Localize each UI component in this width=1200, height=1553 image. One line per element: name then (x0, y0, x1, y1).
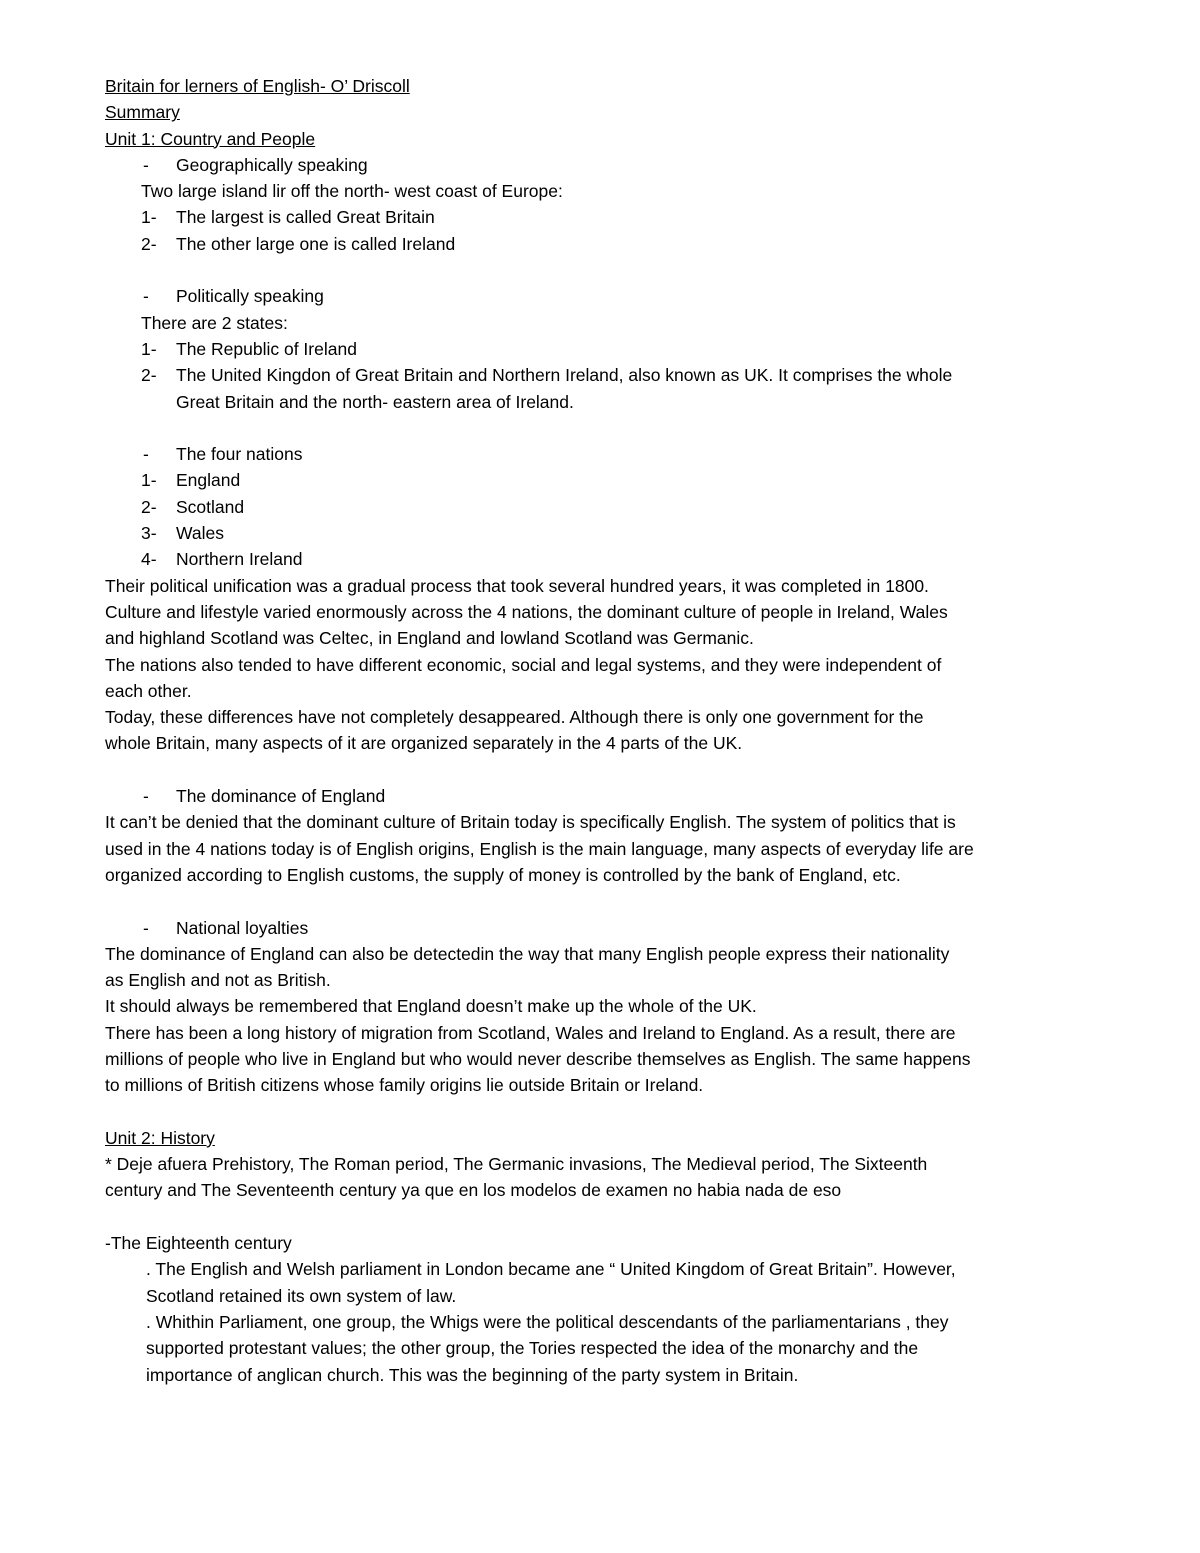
list-item-text: England (176, 470, 241, 491)
bullet-line: supported protestant values; the other group, the Tories respected the idea of the monarchy and the (146, 1338, 919, 1359)
paragraph-line: each other. (105, 680, 192, 701)
list-number: 1- (141, 207, 157, 228)
list-item (105, 546, 1095, 572)
list-item-text: Scotland (176, 496, 245, 517)
spacer (105, 415, 1095, 441)
bullet-line: . Whithin Parliament, one group, the Whigs were the political descendants of the parliamentarians , they (146, 1311, 949, 1332)
dash-marker: - (143, 917, 149, 938)
pol-intro: There are 2 states: (141, 312, 288, 333)
paragraph-line: It should always be remembered that England doesn’t make up the whole of the UK. (105, 996, 757, 1017)
dash-marker: - (143, 444, 149, 465)
paragraph-line: and highland Scotland was Celtec, in England and lowland Scotland was Germanic. (105, 628, 754, 649)
section-heading-18th-century: -The Eighteenth century (105, 1233, 292, 1254)
section-heading-nations (105, 441, 1095, 467)
list-number: 1- (141, 470, 157, 491)
list-item (105, 494, 1095, 520)
spacer (105, 257, 1095, 283)
paragraph-line: used in the 4 nations today is of English origins, English is the main language, many aspects of everyday life are (105, 838, 974, 859)
paragraph-line: millions of people who live in England but who would never describe themselves as English. The same happens (105, 1048, 971, 1069)
summary-heading: Summary (105, 102, 180, 123)
list-item-text: The United Kingdon of Great Britain and Northern Ireland, also known as UK. It comprises the whole (176, 365, 953, 386)
bullet-line: importance of anglican church. This was the beginning of the party system in Britain. (146, 1364, 799, 1385)
paragraph-line: The dominance of England can also be detectedin the way that many English people express their nationality (105, 943, 950, 964)
section-heading-loyalties (105, 915, 1095, 941)
paragraph-line: There has been a long history of migration from Scotland, Wales and Ireland to England. As a result, there are (105, 1022, 956, 1043)
section-heading-text: Geographically speaking (176, 154, 368, 175)
list-number: 1- (141, 338, 157, 359)
dash-marker: - (143, 154, 149, 175)
list-item-text: The other large one is called Ireland (176, 233, 456, 254)
paragraph-line: Their political unification was a gradual process that took several hundred years, it was completed in 1800. (105, 575, 929, 596)
list-item-text: The largest is called Great Britain (176, 207, 435, 228)
unit1-heading: Unit 1: Country and People (105, 128, 316, 149)
document-title: Britain for lerners of English- O’ Driscoll (105, 76, 410, 96)
dash-marker: - (143, 786, 149, 807)
spacer (105, 757, 1095, 783)
list-item-text: The Republic of Ireland (176, 338, 357, 359)
list-number: 4- (141, 549, 157, 570)
paragraph-line: organized according to English customs, the supply of money is controlled by the bank of England, etc. (105, 864, 901, 885)
paragraph-line: to millions of British citizens whose family origins lie outside Britain or Ireland. (105, 1075, 704, 1096)
note-line: * Deje afuera Prehistory, The Roman period, The Germanic invasions, The Medieval period, The Sixteenth (105, 1154, 928, 1175)
spacer (105, 888, 1095, 914)
list-number: 2- (141, 233, 157, 254)
section-heading-text: National loyalties (176, 917, 309, 938)
dash-marker: - (143, 286, 149, 307)
paragraph-line: as English and not as British. (105, 970, 331, 991)
section-heading-dominance (105, 783, 1095, 809)
section-heading-text: The dominance of England (176, 786, 386, 807)
list-item (105, 467, 1095, 493)
spacer (105, 1099, 1095, 1125)
paragraph-line: Culture and lifestyle varied enormously across the 4 nations, the dominant culture of people in Ireland, Wales (105, 601, 948, 622)
section-heading-text: The four nations (176, 444, 303, 465)
list-item (105, 204, 1095, 230)
paragraph-line: It can’t be denied that the dominant culture of Britain today is specifically English. The system of politics that is (105, 812, 956, 833)
document-content (105, 73, 1095, 1388)
list-item-text: Wales (176, 523, 224, 544)
paragraph-line: Today, these differences have not completely desappeared. Although there is only one government for the (105, 707, 924, 728)
note-line: century and The Seventeenth century ya que en los modelos de examen no habia nada de eso (105, 1180, 842, 1201)
section-heading-pol (105, 283, 1095, 309)
list-item (105, 362, 1095, 388)
list-item-text: Northern Ireland (176, 549, 303, 570)
list-item-continuation: Great Britain and the north- eastern area of Ireland. (176, 391, 574, 412)
list-item (105, 336, 1095, 362)
paragraph-line: The nations also tended to have different economic, social and legal systems, and they were independent of (105, 654, 942, 675)
spacer (105, 1204, 1095, 1230)
list-item (105, 520, 1095, 546)
section-heading-geo (105, 152, 1095, 178)
paragraph-line: whole Britain, many aspects of it are organized separately in the 4 parts of the UK. (105, 733, 743, 754)
unit2-heading: Unit 2: History (105, 1127, 215, 1148)
bullet-line: . The English and Welsh parliament in London became ane “ United Kingdom of Great Britain”. However, (146, 1259, 956, 1280)
list-number: 3- (141, 523, 157, 544)
list-number: 2- (141, 496, 157, 517)
list-item (105, 231, 1095, 257)
bullet-line: Scotland retained its own system of law. (146, 1285, 457, 1306)
section-heading-text: Politically speaking (176, 286, 324, 307)
list-number: 2- (141, 365, 157, 386)
geo-intro: Two large island lir off the north- west coast of Europe: (141, 181, 563, 202)
